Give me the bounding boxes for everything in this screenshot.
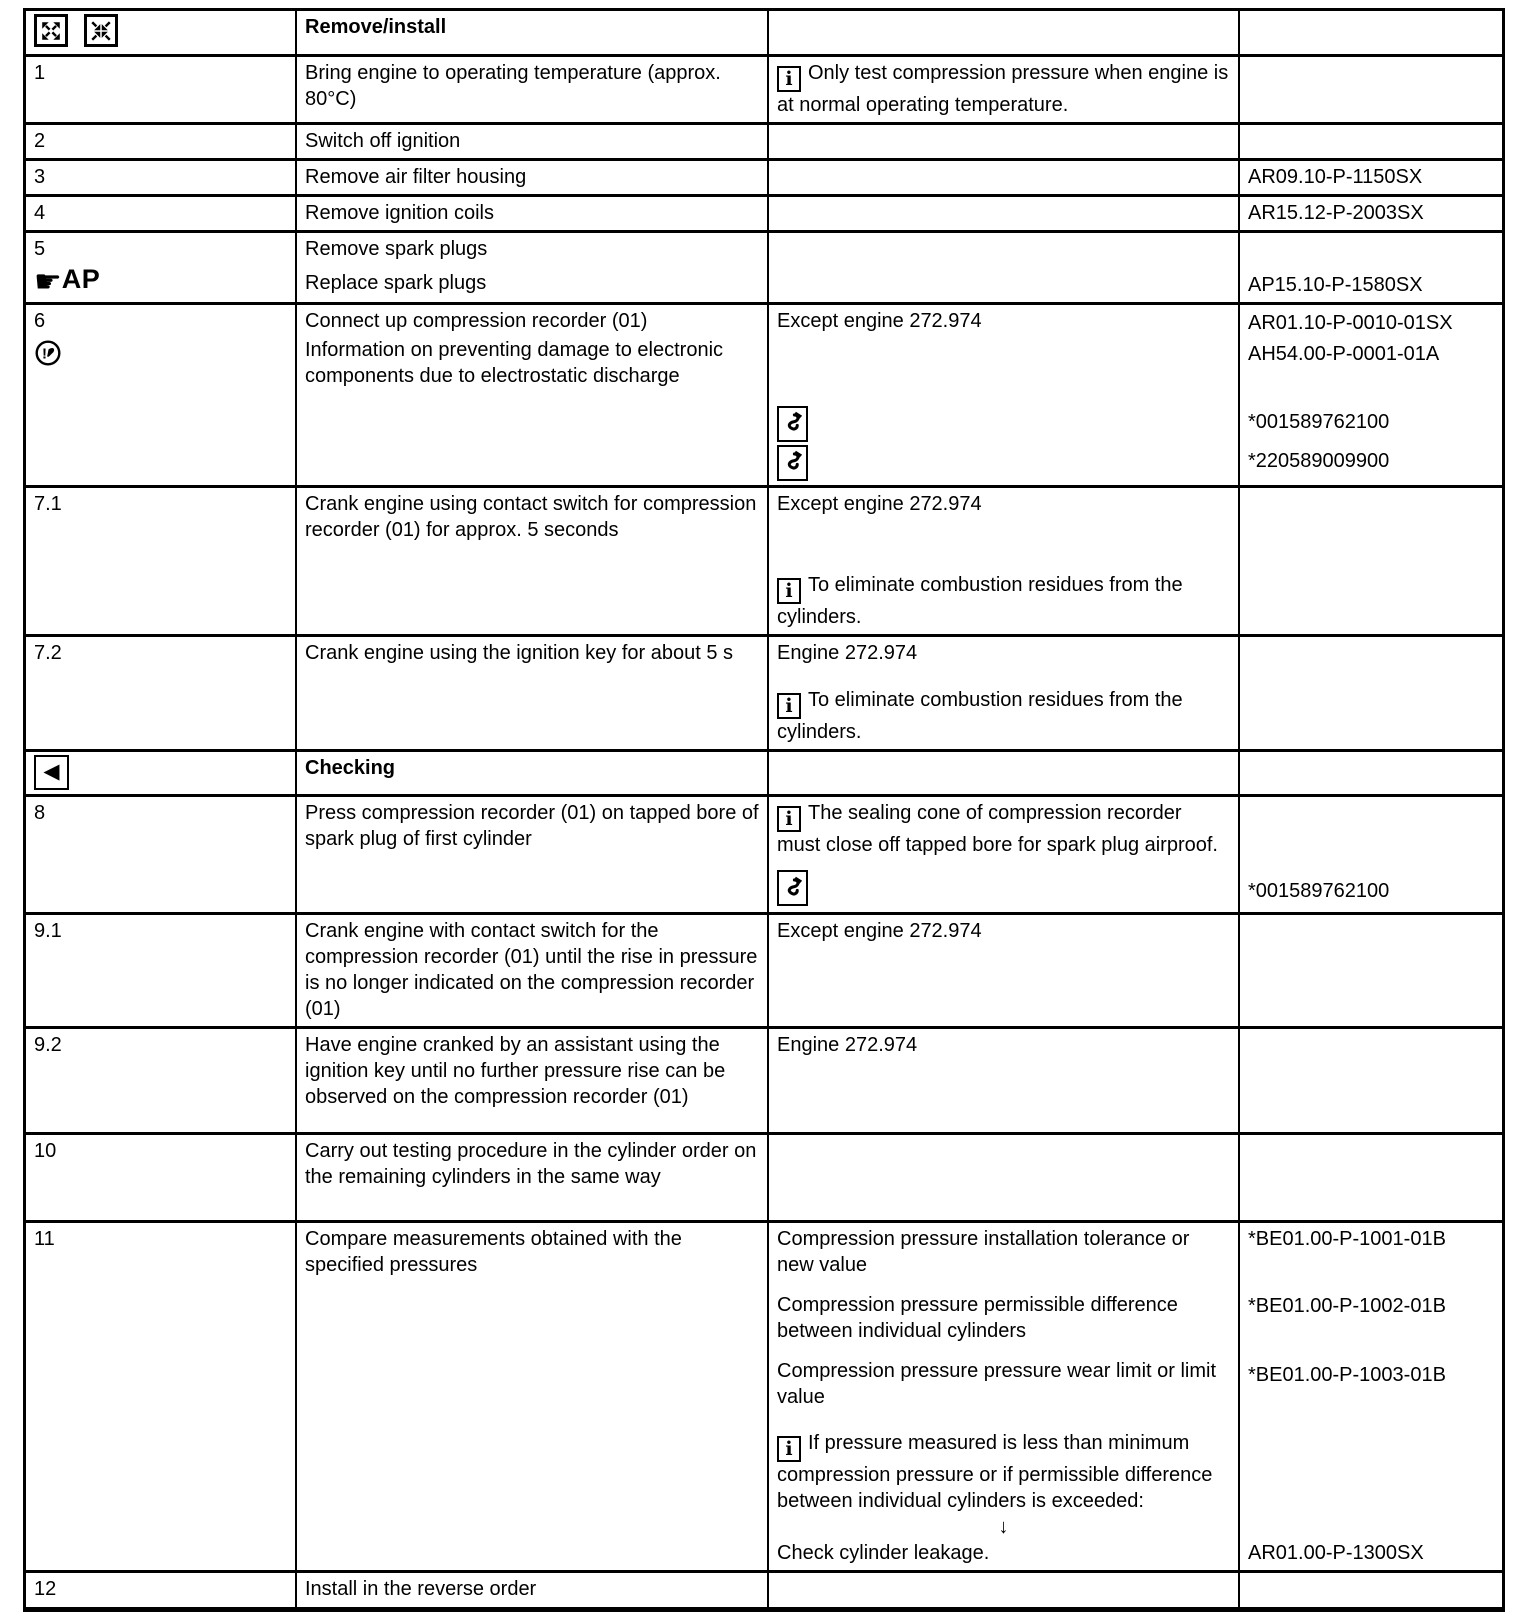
info-icon bbox=[777, 693, 801, 719]
step-number-cell bbox=[26, 57, 295, 122]
condition-note: Engine 272.974 bbox=[777, 1033, 918, 1056]
note-cell bbox=[767, 637, 1238, 749]
arrows-in-icon bbox=[89, 19, 113, 43]
step-number: 10 bbox=[34, 1139, 57, 1162]
ref-cell bbox=[1238, 197, 1502, 230]
header-icon-cell bbox=[26, 11, 295, 54]
section-title: Remove/install bbox=[305, 16, 447, 38]
tool-ref-link[interactable]: *220589009900 bbox=[1248, 449, 1390, 472]
note-cell bbox=[767, 1573, 1238, 1607]
svg-text:!: ! bbox=[42, 345, 47, 362]
step-desc: Crank engine using the ignition key for about 5 s bbox=[305, 641, 734, 664]
doc-ref-link[interactable]: *BE01.00-P-1001-01B bbox=[1248, 1227, 1446, 1250]
step-desc: Remove spark plugs bbox=[305, 237, 488, 260]
ref-cell bbox=[1238, 752, 1502, 794]
step-desc: Remove ignition coils bbox=[305, 201, 494, 224]
info-icon bbox=[777, 1436, 801, 1462]
step-number-cell bbox=[26, 637, 295, 749]
collapse-all-icon[interactable] bbox=[84, 14, 118, 47]
step-desc-2: Information on preventing damage to electronic components due to electrostatic discharge bbox=[305, 338, 724, 387]
arrows-out-icon bbox=[39, 19, 63, 43]
step-desc: Remove air filter housing bbox=[305, 165, 527, 188]
step-desc-cell bbox=[295, 233, 767, 302]
step-desc-cell bbox=[295, 637, 767, 749]
doc-ref-link[interactable]: AP15.10-P-1580SX bbox=[1248, 273, 1423, 296]
step-desc: Crank engine with contact switch for the compression recorder (01) until the rise in pressure is no longer indicated on the compression recorder (01) bbox=[305, 919, 758, 1020]
table-row bbox=[26, 1026, 1502, 1132]
step-number: 4 bbox=[34, 201, 46, 224]
step-number-cell bbox=[26, 1029, 295, 1132]
step-desc: Compare measurements obtained with the specified pressures bbox=[305, 1227, 682, 1276]
step-desc: Carry out testing procedure in the cylinder order on the remaining cylinders in the same way bbox=[305, 1139, 757, 1188]
ref-cell bbox=[1238, 11, 1502, 54]
step-number: 2 bbox=[34, 129, 46, 152]
down-arrow-icon: ↓ bbox=[998, 1515, 1009, 1538]
ap-label: AP bbox=[61, 263, 101, 294]
ref-cell bbox=[1238, 57, 1502, 122]
step-number-cell bbox=[26, 915, 295, 1026]
spec-label: Compression pressure installation tolerance or new value bbox=[777, 1227, 1190, 1276]
note-cell bbox=[767, 57, 1238, 122]
note-cell bbox=[767, 1029, 1238, 1132]
section-title-cell bbox=[295, 11, 767, 54]
table-row bbox=[26, 912, 1502, 1026]
doc-ref-link[interactable]: *BE01.00-P-1003-01B bbox=[1248, 1363, 1446, 1386]
table-row bbox=[26, 11, 1502, 54]
step-number-cell bbox=[26, 1573, 295, 1607]
note-cell bbox=[767, 233, 1238, 302]
step-desc-cell bbox=[295, 1573, 767, 1607]
info-text: To eliminate combustion residues from the cylinders. bbox=[777, 688, 1183, 743]
info-text: To eliminate combustion residues from the cylinders. bbox=[777, 573, 1183, 628]
section-title-cell bbox=[295, 752, 767, 794]
table-row bbox=[26, 485, 1502, 634]
expand-all-icon[interactable] bbox=[34, 14, 68, 47]
step-number-cell bbox=[26, 197, 295, 230]
ref-cell bbox=[1238, 233, 1502, 302]
step-desc-cell bbox=[295, 797, 767, 912]
tool-ref-link[interactable]: *001589762100 bbox=[1248, 879, 1390, 902]
step-desc: Crank engine using contact switch for compression recorder (01) for approx. 5 seconds bbox=[305, 492, 757, 541]
left-triangle-glyph: ◀ bbox=[43, 759, 60, 783]
doc-ref-link[interactable]: AR01.00-P-1300SX bbox=[1248, 1541, 1424, 1564]
ref-cell bbox=[1238, 161, 1502, 194]
step-number: 1 bbox=[34, 61, 46, 84]
ref-cell bbox=[1238, 488, 1502, 634]
table-row bbox=[26, 194, 1502, 230]
step-number-cell bbox=[26, 1223, 295, 1570]
doc-ref-link[interactable]: *BE01.00-P-1002-01B bbox=[1248, 1294, 1446, 1317]
step-desc-cell bbox=[295, 1223, 767, 1570]
note-cell bbox=[767, 305, 1238, 485]
step-desc-cell bbox=[295, 305, 767, 485]
step-number: 5 bbox=[34, 237, 46, 260]
step-desc-cell bbox=[295, 197, 767, 230]
table-row bbox=[26, 634, 1502, 749]
step-number-cell bbox=[26, 1135, 295, 1220]
tool-ref-link[interactable]: *001589762100 bbox=[1248, 410, 1390, 433]
info-text: The sealing cone of compression recorder must close off tapped bore for spark plug airproof. bbox=[777, 801, 1218, 856]
ref-cell bbox=[1238, 915, 1502, 1026]
condition-note: Except engine 272.974 bbox=[777, 492, 982, 515]
ref-cell bbox=[1238, 1135, 1502, 1220]
damage-warning-icon[interactable] bbox=[34, 339, 62, 374]
step-number: 7.1 bbox=[34, 492, 62, 515]
step-number: 3 bbox=[34, 165, 46, 188]
note-cell bbox=[767, 488, 1238, 634]
step-desc: Press compression recorder (01) on tapped bore of spark plug of first cylinder bbox=[305, 801, 759, 850]
ref-cell bbox=[1238, 1223, 1502, 1570]
condition-note: Except engine 272.974 bbox=[777, 309, 982, 332]
note-cell bbox=[767, 797, 1238, 912]
note-cell bbox=[767, 11, 1238, 54]
ref-cell bbox=[1238, 637, 1502, 749]
special-tool-icon[interactable] bbox=[777, 445, 808, 481]
doc-ref-link[interactable]: AH54.00-P-0001-01A bbox=[1248, 342, 1440, 365]
table-row bbox=[26, 749, 1502, 794]
table-row bbox=[26, 1220, 1502, 1570]
step-desc: Have engine cranked by an assistant using the ignition key until no further pressure rise can be observed on the compression recorder (01) bbox=[305, 1033, 726, 1108]
table-row bbox=[26, 54, 1502, 122]
doc-ref-link[interactable]: AR01.10-P-0010-01SX bbox=[1248, 311, 1453, 334]
step-number: 12 bbox=[34, 1577, 57, 1600]
ref-cell bbox=[1238, 1573, 1502, 1607]
info-glyph: i bbox=[785, 807, 793, 830]
info-icon bbox=[777, 66, 801, 92]
doc-ref-link[interactable]: AR09.10-P-1150SX bbox=[1248, 165, 1423, 188]
note-cell bbox=[767, 1223, 1238, 1570]
back-reference-icon[interactable] bbox=[34, 755, 69, 790]
action-text: Check cylinder leakage. bbox=[777, 1541, 990, 1564]
condition-note: Except engine 272.974 bbox=[777, 919, 982, 942]
ref-cell bbox=[1238, 125, 1502, 158]
table-row bbox=[26, 158, 1502, 194]
info-note bbox=[777, 572, 1230, 630]
spec-label: Compression pressure permissible difference between individual cylinders bbox=[777, 1293, 1178, 1342]
step-desc-cell bbox=[295, 1029, 767, 1132]
step-number-cell bbox=[26, 161, 295, 194]
info-note bbox=[777, 687, 1230, 745]
table-row bbox=[26, 1570, 1502, 1607]
note-cell bbox=[767, 915, 1238, 1026]
step-number-cell bbox=[26, 488, 295, 634]
special-tool-icon[interactable] bbox=[777, 870, 808, 906]
info-icon bbox=[777, 578, 801, 604]
table-row bbox=[26, 1132, 1502, 1220]
info-text: Only test compression pressure when engine is at normal operating temperature. bbox=[777, 61, 1229, 116]
special-tool-icon[interactable] bbox=[777, 406, 808, 442]
ref-cell bbox=[1238, 1029, 1502, 1132]
step-number: 9.1 bbox=[34, 919, 62, 942]
note-cell bbox=[767, 1135, 1238, 1220]
step-desc-cell bbox=[295, 161, 767, 194]
step-number: 9.2 bbox=[34, 1033, 62, 1056]
step-number-cell bbox=[26, 125, 295, 158]
doc-ref-link[interactable]: AR15.12-P-2003SX bbox=[1248, 201, 1424, 224]
special-tool-icons bbox=[777, 406, 1230, 481]
step-number: 7.2 bbox=[34, 641, 62, 664]
ref-cell bbox=[1238, 305, 1502, 485]
info-note bbox=[777, 800, 1230, 858]
step-desc: Connect up compression recorder (01) bbox=[305, 309, 648, 332]
section-title: Checking bbox=[305, 756, 396, 779]
step-number-cell bbox=[26, 233, 295, 302]
step-desc: Switch off ignition bbox=[305, 129, 461, 152]
info-glyph: i bbox=[785, 1437, 793, 1460]
step-desc-cell bbox=[295, 125, 767, 158]
info-glyph: i bbox=[785, 67, 793, 90]
ref-cell bbox=[1238, 797, 1502, 912]
step-desc-2: Replace spark plugs bbox=[305, 271, 487, 294]
info-note bbox=[777, 1430, 1230, 1514]
info-glyph: i bbox=[785, 579, 793, 602]
step-number-cell bbox=[26, 305, 295, 485]
step-desc-cell bbox=[295, 57, 767, 122]
table-row bbox=[26, 302, 1502, 485]
note-cell bbox=[767, 197, 1238, 230]
step-desc: Install in the reverse order bbox=[305, 1577, 537, 1600]
section-icon-cell bbox=[26, 752, 295, 794]
pointing-hand-icon: ☛ bbox=[34, 263, 62, 299]
step-number: 11 bbox=[34, 1227, 55, 1250]
ap-link[interactable] bbox=[34, 263, 287, 299]
step-number: 8 bbox=[34, 801, 46, 824]
step-desc-cell bbox=[295, 1135, 767, 1220]
condition-note: Engine 272.974 bbox=[777, 641, 918, 664]
table-row bbox=[26, 122, 1502, 158]
note-cell bbox=[767, 161, 1238, 194]
step-desc: Bring engine to operating temperature (approx. 80°C) bbox=[305, 61, 721, 110]
info-icon bbox=[777, 806, 801, 832]
procedure-table bbox=[23, 8, 1505, 1612]
table-row bbox=[26, 230, 1502, 302]
info-glyph: i bbox=[785, 694, 793, 717]
spec-label: Compression pressure pressure wear limit or limit value bbox=[777, 1359, 1217, 1408]
step-desc-cell bbox=[295, 915, 767, 1026]
step-desc-cell bbox=[295, 488, 767, 634]
info-text: If pressure measured is less than minimum compression pressure or if permissible difference between individual cylinders is exceeded: bbox=[777, 1431, 1213, 1512]
step-number-cell bbox=[26, 797, 295, 912]
note-cell bbox=[767, 125, 1238, 158]
step-number: 6 bbox=[34, 309, 46, 332]
note-cell bbox=[767, 752, 1238, 794]
info-note bbox=[777, 60, 1230, 118]
table-row bbox=[26, 794, 1502, 912]
